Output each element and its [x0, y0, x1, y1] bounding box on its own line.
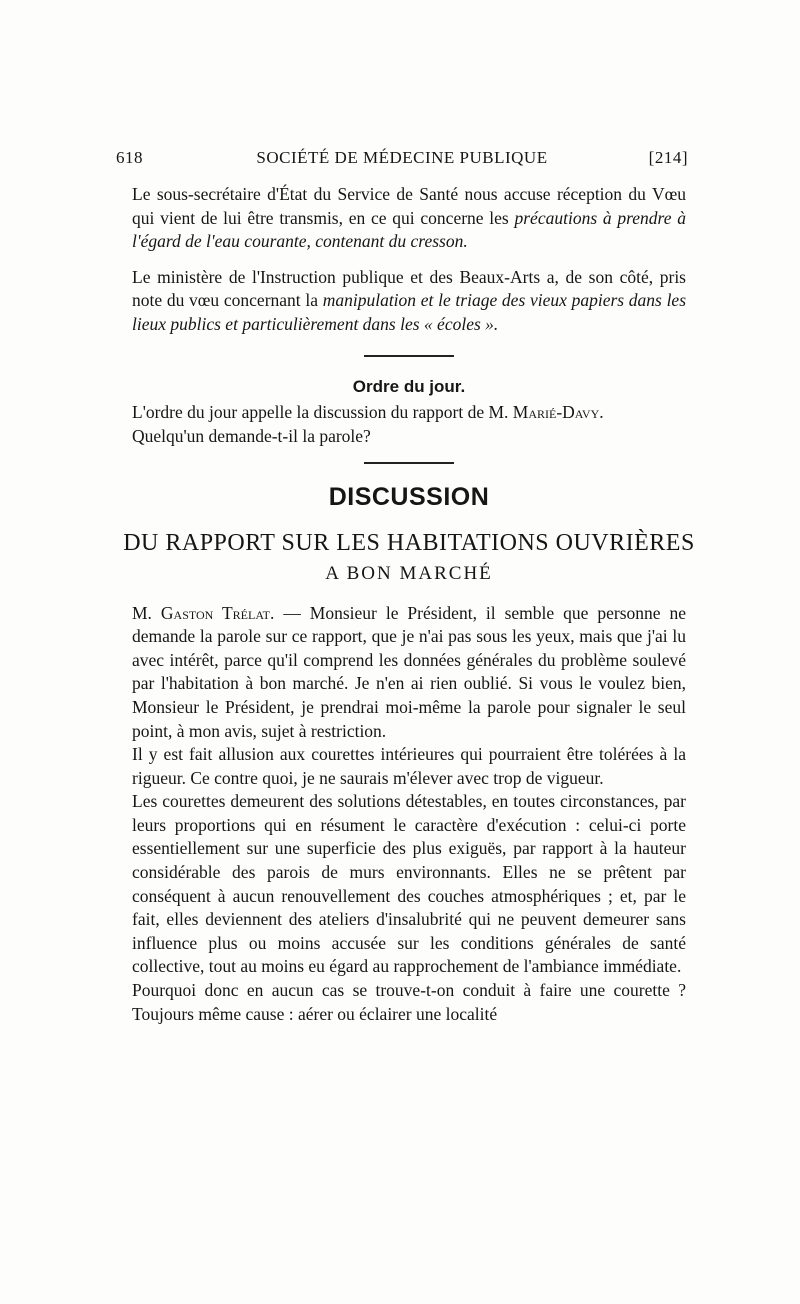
paragraph-ministere — [132, 266, 686, 337]
paragraph-text: Le sous-secrétaire d'État du Service de Santé nous accuse réception du Vœu qui vient de lui être transmis, en ce qui concerne les — [132, 184, 686, 228]
divider-rule — [364, 355, 454, 357]
spacer — [132, 254, 686, 266]
paragraph-solutions: Les courettes demeurent des solutions détestables, en toutes circonstances, par leurs proportions qui en résument le caractère d'exécution : celui-ci porte essentiellement sur une superficie des plus exiguës, par rapport à la hauteur considérable des parois de murs environnants. Elles ne se prêtent par conséquent à aucun renouvellement des couches atmosphériques ; et, par le fait, elles deviennent des ateliers d'insalubrité qui ne peuvent demeurer sans influence plus ou moins accusée sur les conditions générales de santé collective, tout au moins eu égard au rapprochement de l'ambiance immédiate. — [132, 791, 686, 977]
discussion-subtitle-line2: A BON MARCHÉ — [325, 562, 493, 584]
speaker-name: M. Gaston Trélat. — [132, 602, 275, 623]
paragraph-pourquoi: Pourquoi donc en aucun cas se trouve-t-on conduit à faire une courette ? Toujours même cause : aérer ou éclairer une localité — [132, 980, 686, 1024]
discussion-title: DISCUSSION — [328, 483, 490, 512]
paragraph-vœu-cresson — [132, 183, 686, 254]
section-heading-ordre-du-jour: Ordre du jour. — [352, 376, 466, 396]
paragraph-italic: précautions à prendre à l'égard de l'eau courante, contenant du cresson. — [132, 207, 686, 252]
page-body — [123, 183, 695, 1026]
agenda-text: L'ordre du jour appelle la discussion du rapport de M. — [132, 402, 513, 423]
paragraph-text: — Monsieur le Président, il semble que personne ne demande la parole sur ce rapport, que je n'ai pas sous les yeux, mais que j'ai lu avec intérêt, parce qu'il comprend les données générales du problème soulevé par l'habitation à bon marché. Je n'en ai rien oublié. Si vous le voulez bien, Monsieur le Président, je prendrai moi-même la parole pour signaler le seul point, à mon avis, sujet à restriction. — [132, 602, 687, 741]
page-number: 618 — [116, 148, 143, 167]
page-reference: [214] — [648, 148, 688, 167]
paragraph-courettes: Il y est fait allusion aux courettes intérieures qui pourraient être tolérées à la rigueur. Ce contre quoi, je ne saurais m'élever avec trop de vigueur. — [132, 744, 686, 788]
running-title: SOCIÉTÉ DE MÉDECINE PUBLIQUE — [256, 148, 548, 167]
discussion-subtitle: DU RAPPORT SUR LES HABITATIONS OUVRIÈRES — [123, 529, 695, 556]
page-header — [116, 145, 688, 173]
paragraph-italic: manipulation et le triage des vieux papiers dans les lieux publics et particulièrement dans les « écoles ». — [132, 290, 687, 334]
paragraph-text: Le ministère de l'Instruction publique et des Beaux-Arts a, de son côté, pris note du vœu concernant la — [132, 266, 686, 311]
rapporteur-name: Marié-Davy. — [512, 402, 604, 423]
divider-rule — [364, 462, 454, 464]
paragraph-speaker — [132, 602, 686, 744]
agenda-question: Quelqu'un demande-t-il la parole? — [132, 425, 371, 446]
agenda-line — [132, 401, 686, 425]
